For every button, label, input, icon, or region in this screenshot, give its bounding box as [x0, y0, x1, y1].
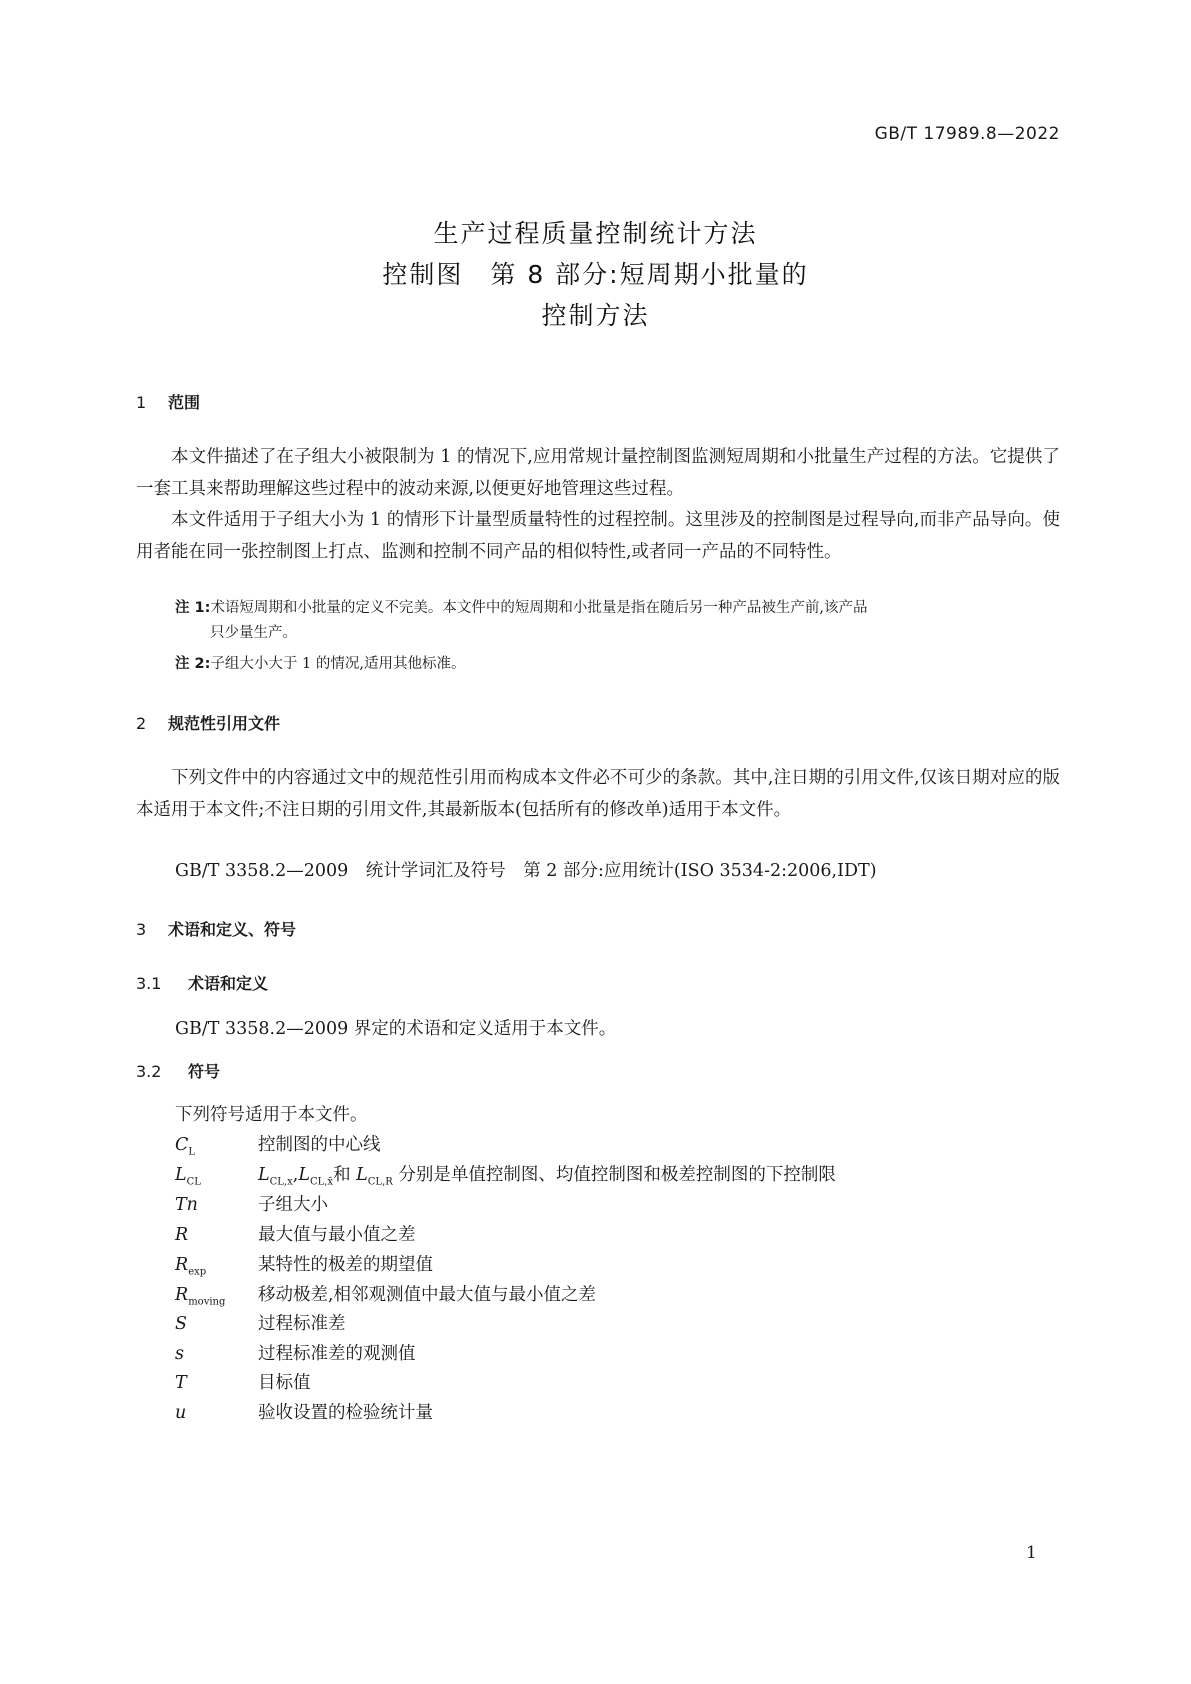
standard-number: GB/T 17989.8—2022 [874, 124, 1060, 144]
title-line-2: 控制图 第 8 部分:短周期小批量的 [382, 260, 809, 289]
symbol-description: 控制图的中心线 [258, 1135, 381, 1155]
symbol: S [175, 1314, 187, 1334]
symbol-description: 移动极差,相邻观测值中最大值与最小值之差 [258, 1285, 597, 1305]
symbol: $C_L$ [175, 1135, 196, 1158]
symbol-description: 最大值与最小值之差 [258, 1225, 416, 1245]
page-number: 1 [1026, 1543, 1037, 1563]
section-number: 1 [136, 393, 147, 412]
symbol-row [175, 1131, 975, 1158]
symbol: T [175, 1373, 187, 1393]
section-3-2-heading [136, 1059, 220, 1082]
note-label: 注 1: [175, 600, 211, 616]
symbol-row [175, 1281, 975, 1308]
section-3-2-intro: 下列符号适用于本文件。 [175, 1105, 368, 1125]
note-text: 子组大小大于 1 的情况,适用其他标准。 [210, 656, 466, 672]
note-text: 术语短周期和小批量的定义不完美。本文件中的短周期和小批量是指在随后另一种产品被生产前,该产品 [210, 600, 868, 616]
section-number: 3.1 [136, 974, 162, 993]
section-1-paragraph-2: 本文件适用于子组大小为 1 的情形下计量型质量特性的过程控制。这里涉及的控制图是过程导向,而非产品导向。使用者能在同一张控制图上打点、监测和控制不同产品的相似特性,或者同一产品的不同特性。 [136, 510, 1060, 562]
note-label: 注 2: [175, 656, 211, 672]
section-3-1-heading [136, 971, 268, 994]
note-1 [175, 596, 1059, 646]
symbol: s [175, 1344, 184, 1364]
symbol-row [175, 1399, 975, 1424]
section-title: 符号 [188, 1062, 221, 1081]
symbol: R [175, 1225, 189, 1245]
section-number: 3 [136, 920, 147, 939]
symbol: $L_{CL}$ [175, 1165, 201, 1188]
symbol: Tn [175, 1195, 198, 1215]
symbol: u [175, 1403, 187, 1423]
section-number: 3.2 [136, 1062, 162, 1081]
section-title: 范围 [168, 393, 201, 412]
section-3-heading [136, 917, 296, 940]
section-2-paragraph: 下列文件中的内容通过文中的规范性引用而构成本文件必不可少的条款。其中,注日期的引用文件,仅该日期对应的版本适用于本文件;不注日期的引用文件,其最新版本(包括所有的修改单)适用于本文件。 [136, 768, 1060, 820]
section-1-paragraph-1: 本文件描述了在子组大小被限制为 1 的情况下,应用常规计量控制图监测短周期和小批量生产过程的方法。它提供了一套工具来帮助理解这些过程中的波动来源,以便更好地管理这些过程。 [136, 447, 1060, 499]
symbol-row [175, 1161, 975, 1188]
section-title: 规范性引用文件 [168, 714, 281, 733]
title-line-1: 生产过程质量控制统计方法 [433, 219, 758, 248]
symbol: $R_{exp}$ [175, 1255, 207, 1278]
section-number: 2 [136, 714, 147, 733]
section-1-heading [136, 390, 200, 413]
symbol-description: 子组大小 [258, 1195, 328, 1215]
symbol-row [175, 1191, 975, 1216]
symbol-description: $L_{CL,x},L_{CL,x̄}$和 $L_{CL,R}$ 分别是单值控制图、均值控制图和极差控制图的下控制限 [258, 1165, 836, 1188]
symbol: $R_{moving}$ [175, 1285, 226, 1308]
symbol-description: 某特性的极差的期望值 [258, 1255, 433, 1275]
normative-reference: GB/T 3358.2—2009 统计学词汇及符号 第 2 部分:应用统计(ISO 3534-2:2006,IDT) [175, 861, 877, 881]
section-2-heading [136, 711, 280, 734]
section-3-1-text: GB/T 3358.2—2009 界定的术语和定义适用于本文件。 [175, 1019, 617, 1039]
symbol-description: 过程标准差 [258, 1314, 346, 1334]
symbol-description: 过程标准差的观测值 [258, 1344, 416, 1364]
symbol-row [175, 1310, 975, 1335]
section-title: 术语和定义 [188, 974, 269, 993]
note-2 [175, 652, 1059, 677]
symbol-description: 验收设置的检验统计量 [258, 1403, 433, 1423]
symbol-description: 目标值 [258, 1373, 311, 1393]
symbol-row [175, 1369, 975, 1394]
section-title: 术语和定义、符号 [168, 920, 297, 939]
symbol-row [175, 1340, 975, 1365]
note-text-continued: 只少量生产。 [210, 625, 297, 641]
title-line-3: 控制方法 [541, 301, 650, 330]
symbol-row [175, 1221, 975, 1246]
symbol-row [175, 1251, 975, 1278]
